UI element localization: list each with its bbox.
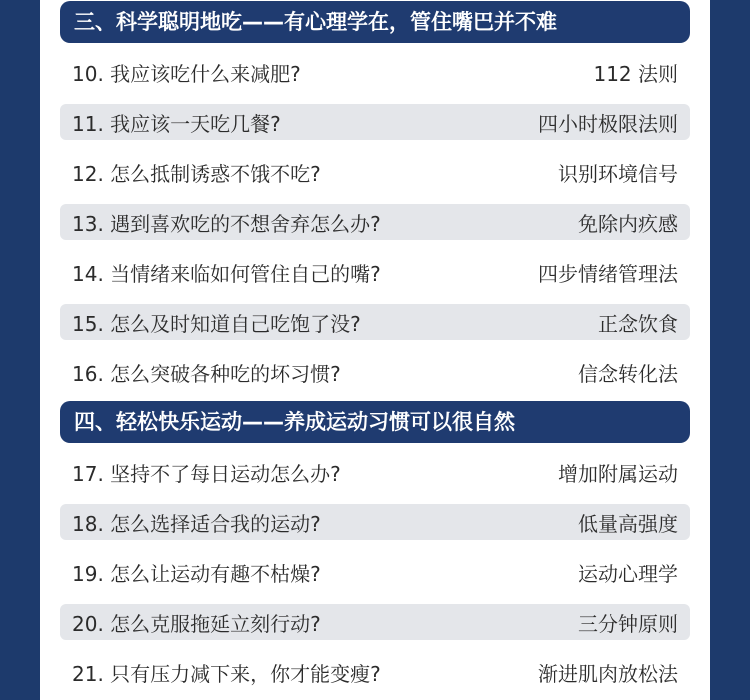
section-header: 三、科学聪明地吃——有心理学在，管住嘴巴并不难	[60, 1, 690, 43]
item-answer: 四小时极限法则	[538, 111, 678, 136]
item-question: 16. 怎么突破各种吃的坏习惯?	[72, 361, 341, 386]
list-item	[60, 604, 690, 640]
content-panel	[40, 0, 710, 700]
list-item	[60, 104, 690, 140]
list-item	[60, 54, 690, 90]
item-answer: 低量高强度	[578, 511, 678, 536]
section-header: 四、轻松快乐运动——养成运动习惯可以很自然	[60, 401, 690, 443]
list-item	[60, 204, 690, 240]
list-item	[60, 254, 690, 290]
item-answer: 112 法则	[593, 61, 678, 86]
list-item	[60, 554, 690, 590]
list-item	[60, 454, 690, 490]
item-question: 10. 我应该吃什么来减肥?	[72, 61, 301, 86]
item-answer: 渐进肌肉放松法	[538, 661, 678, 686]
item-question: 18. 怎么选择适合我的运动?	[72, 511, 321, 536]
item-answer: 免除内疚感	[578, 211, 678, 236]
list-item	[60, 354, 690, 390]
item-question: 20. 怎么克服拖延立刻行动?	[72, 611, 321, 636]
list-item	[60, 304, 690, 340]
item-question: 15. 怎么及时知道自己吃饱了没?	[72, 311, 361, 336]
item-answer: 四步情绪管理法	[538, 261, 678, 286]
item-answer: 三分钟原则	[578, 611, 678, 636]
item-question: 11. 我应该一天吃几餐?	[72, 111, 281, 136]
list-item	[60, 504, 690, 540]
item-question: 17. 坚持不了每日运动怎么办?	[72, 461, 341, 486]
list-item	[60, 654, 690, 690]
item-answer: 增加附属运动	[558, 461, 678, 486]
item-question: 21. 只有压力减下来，你才能变瘦?	[72, 661, 381, 686]
item-question: 13. 遇到喜欢吃的不想舍弃怎么办?	[72, 211, 381, 236]
item-answer: 正念饮食	[598, 311, 678, 336]
item-answer: 运动心理学	[578, 561, 678, 586]
item-answer: 信念转化法	[578, 361, 678, 386]
item-question: 12. 怎么抵制诱惑不饿不吃?	[72, 161, 321, 186]
list-item	[60, 154, 690, 190]
item-question: 19. 怎么让运动有趣不枯燥?	[72, 561, 321, 586]
item-question: 14. 当情绪来临如何管住自己的嘴?	[72, 261, 381, 286]
item-answer: 识别环境信号	[558, 161, 678, 186]
